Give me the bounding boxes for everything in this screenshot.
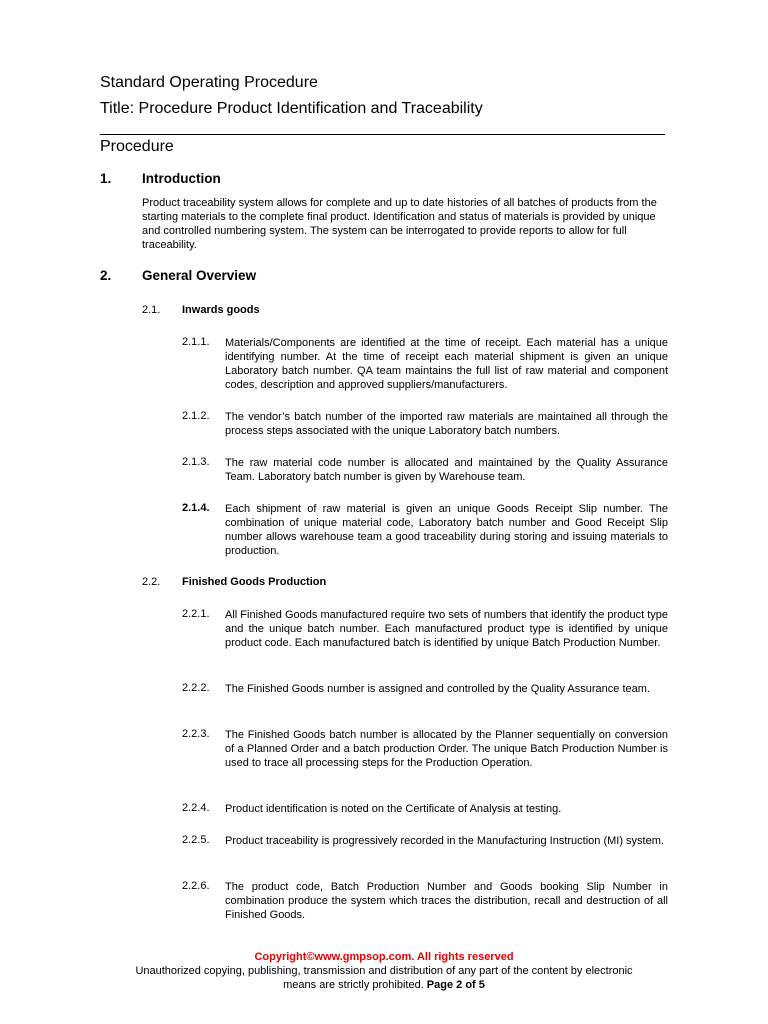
document-title: Title: Procedure Product Identification and Traceability (100, 100, 483, 117)
item-2-2-3-text: The Finished Goods batch number is allocated by the Planner sequentially on conversion of a Planned Order and a batch production Order. The unique Batch Production Number is used to trace all processing steps for the Production Operation. (225, 729, 668, 769)
item-2-2-5-number: 2.2.5. (182, 834, 210, 846)
header-divider (100, 134, 665, 135)
item-2-2-3-number: 2.2.3. (182, 728, 210, 740)
footer-copyright: Copyright©www.gmpsop.com. All rights reserved (254, 951, 514, 963)
item-2-2-4-number: 2.2.4. (182, 802, 210, 814)
item-2-1-2-text: The vendor’s batch number of the imported raw materials are maintained all through the process steps associated with the unique Laboratory batch numbers. (225, 411, 668, 437)
item-2-2-2-number: 2.2.2. (182, 682, 210, 694)
section-heading-procedure: Procedure (100, 138, 174, 155)
subsection-2-1-title: Inwards goods (182, 304, 260, 316)
subsection-2-2-number: 2.2. (142, 576, 161, 588)
section-1-title: Introduction (142, 171, 221, 186)
section-1-number: 1. (100, 171, 112, 186)
footer-notice-line: Unauthorized copying, publishing, transmission and distribution of any part of the content by electronic (135, 965, 633, 977)
item-2-1-1-text: Materials/Components are identified at the time of receipt. Each material has a unique identifying number. At the time of receipt each material shipment is given an unique Laboratory batch number. QA team maintains the full list of raw material and component codes, description and approved suppliers/manufacturers. (225, 337, 668, 391)
item-2-1-3-text: The raw material code number is allocated and maintained by the Quality Assurance Team. Laboratory batch number is given by Warehouse team. (225, 457, 668, 483)
section-1-paragraph: Product traceability system allows for complete and up to date histories of all batches of products from the starting materials to the complete final product. Identification and status of materials is provided by unique and controlled numbering system. The system can be interrogated to provide reports to allow for full traceability. (142, 197, 657, 251)
document-header-title: Standard Operating Procedure (100, 74, 318, 91)
item-2-2-1-number: 2.2.1. (182, 608, 210, 620)
item-2-1-2-number: 2.1.2. (182, 410, 210, 422)
page-number: Page 2 of 5 (426, 979, 485, 991)
item-2-2-6-text: The product code, Batch Production Number and Goods booking Slip Number in combination produce the system which traces the distribution, recall and destruction of all Finished Goods. (225, 881, 668, 921)
item-2-1-4-number: 2.1.4. (182, 502, 210, 514)
subsection-2-1-number: 2.1. (142, 304, 161, 316)
item-2-2-1-text: All Finished Goods manufactured require two sets of numbers that identify the product type and the unique batch number. Each manufactured product type is identified by unique product code. Each manufactured batch is identified by unique Batch Production Number. (225, 609, 668, 649)
item-2-2-5-text: Product traceability is progressively recorded in the Manufacturing Instruction (MI) system. (225, 835, 664, 847)
section-2-number: 2. (100, 268, 112, 283)
item-2-1-4-text: Each shipment of raw material is given an unique Goods Receipt Slip number. The combination of unique material code, Laboratory batch number and Good Receipt Slip number allows warehouse team a good traceability during storing and issuing materials to production. (225, 503, 668, 557)
item-2-1-1-number: 2.1.1. (182, 336, 210, 348)
item-2-1-3-number: 2.1.3. (182, 456, 210, 468)
footer-notice-prefix: means are strictly prohibited. (283, 979, 427, 991)
subsection-2-2-title: Finished Goods Production (182, 576, 327, 588)
item-2-2-2-text: The Finished Goods number is assigned and controlled by the Quality Assurance team. (225, 683, 650, 695)
section-2-title: General Overview (142, 268, 257, 283)
footer-notice-line-2 (0, 978, 768, 992)
item-2-2-4-text: Product identification is noted on the Certificate of Analysis at testing. (225, 803, 562, 815)
item-2-2-6-number: 2.2.6. (182, 880, 210, 892)
